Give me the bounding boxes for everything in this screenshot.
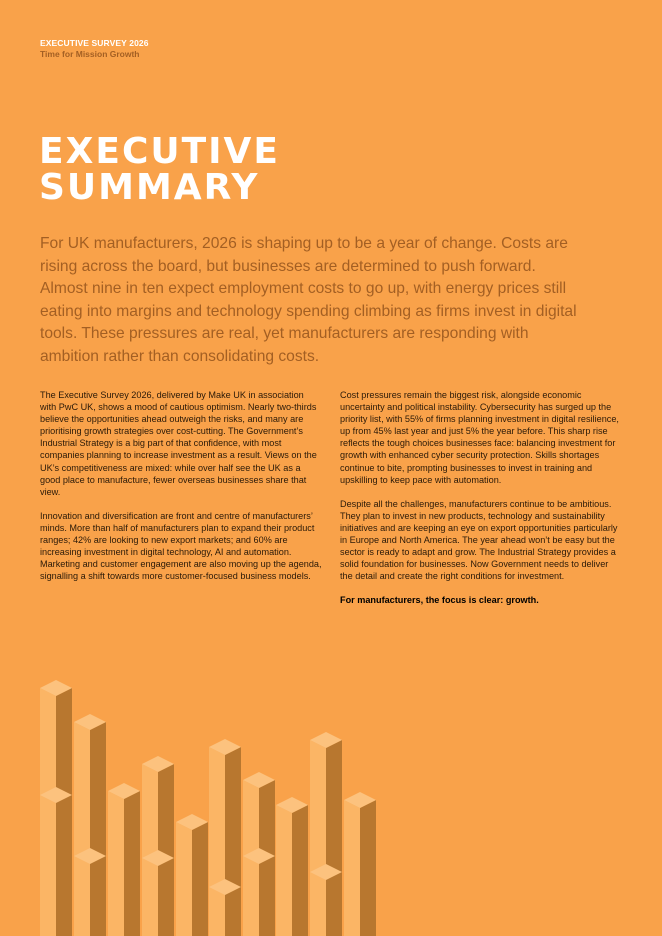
header xyxy=(40,38,149,60)
bar-side-face xyxy=(192,822,208,936)
left-column xyxy=(40,389,322,594)
bar-side-face xyxy=(158,764,174,936)
bar-front-face xyxy=(74,722,90,936)
bar-side-face xyxy=(360,800,376,936)
right-column xyxy=(340,389,622,619)
bar-front-face xyxy=(209,747,225,936)
bar-front-face xyxy=(176,822,192,936)
body-paragraph: Despite all the challenges, manufacturers continue to be ambitious. They plan to invest in new products, technology and sustainability initiatives and are keeping an eye on export opportunities particularly in Europe and North America. The year ahead won’t be easy but the sector is ready to adapt and grow. The Industrial Strategy provides a solid foundation for businesses. Now Government needs to deliver the detail and create the right conditions for investment. xyxy=(340,498,618,582)
bar-front-face xyxy=(40,688,56,936)
bar-front-face xyxy=(142,764,158,936)
bar-side-face xyxy=(56,688,72,936)
title-line-2: SUMMARY xyxy=(39,167,260,208)
bar-side-face xyxy=(124,791,140,936)
bar-front-face xyxy=(310,740,326,936)
decorative-bars-illustration xyxy=(0,650,662,936)
bar-side-face xyxy=(292,805,308,936)
page-title xyxy=(39,131,280,208)
title-line-1: EXECUTIVE xyxy=(39,131,280,172)
closing-statement: For manufacturers, the focus is clear: growth. xyxy=(340,595,539,606)
bar-front-face xyxy=(276,805,292,936)
bar-side-face xyxy=(90,722,106,936)
bar-side-face xyxy=(326,740,342,936)
bar-front-face xyxy=(344,800,360,936)
bar-side-face xyxy=(225,747,241,936)
body-paragraph: Innovation and diversification are front and centre of manufacturers’ minds. More than half of manufacturers plan to expand their product ranges; 42% are looking to new export markets; and 60% are increasing investment in digital technology, AI and automation. Marketing and customer engagement are also moving up the agenda, signalling a shift towards more customer-focused business models. xyxy=(40,510,322,582)
body-paragraph: Cost pressures remain the biggest risk, alongside economic uncertainty and political instability. Cybersecurity has surged up the priority list, with 55% of firms planning investment in digital resilience, up from 45% last year and just 5% the year before. This sharp rise reflects the tough choices businesses face: balancing investment for growth with enhanced cyber security protection. Skills shortages continue to bite, prompting businesses to invest in training and upskilling to keep pace with automation. xyxy=(340,390,619,485)
lead-paragraph: For UK manufacturers, 2026 is shaping up to be a year of change. Costs are rising across the board, but businesses are determined to push forward. Almost nine in ten expect employment costs to go up, with energy prices still eating into margins and technology spending climbing as firms invest in digital tools. These pressures are real, yet manufacturers are responding with ambition rather than consolidating costs. xyxy=(40,235,577,365)
body-paragraph: The Executive Survey 2026, delivered by Make UK in association with PwC UK, shows a mood of cautious optimism. Nearly two-thirds believe the opportunities ahead outweigh the risks, and many are prioritising growth strategies over cost-cutting. The Government’s Industrial Strategy is a big part of that confidence, with most companies planning to increase investment as a result. Views on the UK’s competitiveness are mixed: while over half see the UK as a good place to manufacture, fewer overseas businesses share that view. xyxy=(40,390,317,497)
bar-front-face xyxy=(108,791,124,936)
survey-label: EXECUTIVE SURVEY 2026 xyxy=(40,38,149,48)
survey-subtitle: Time for Mission Growth xyxy=(40,49,140,59)
